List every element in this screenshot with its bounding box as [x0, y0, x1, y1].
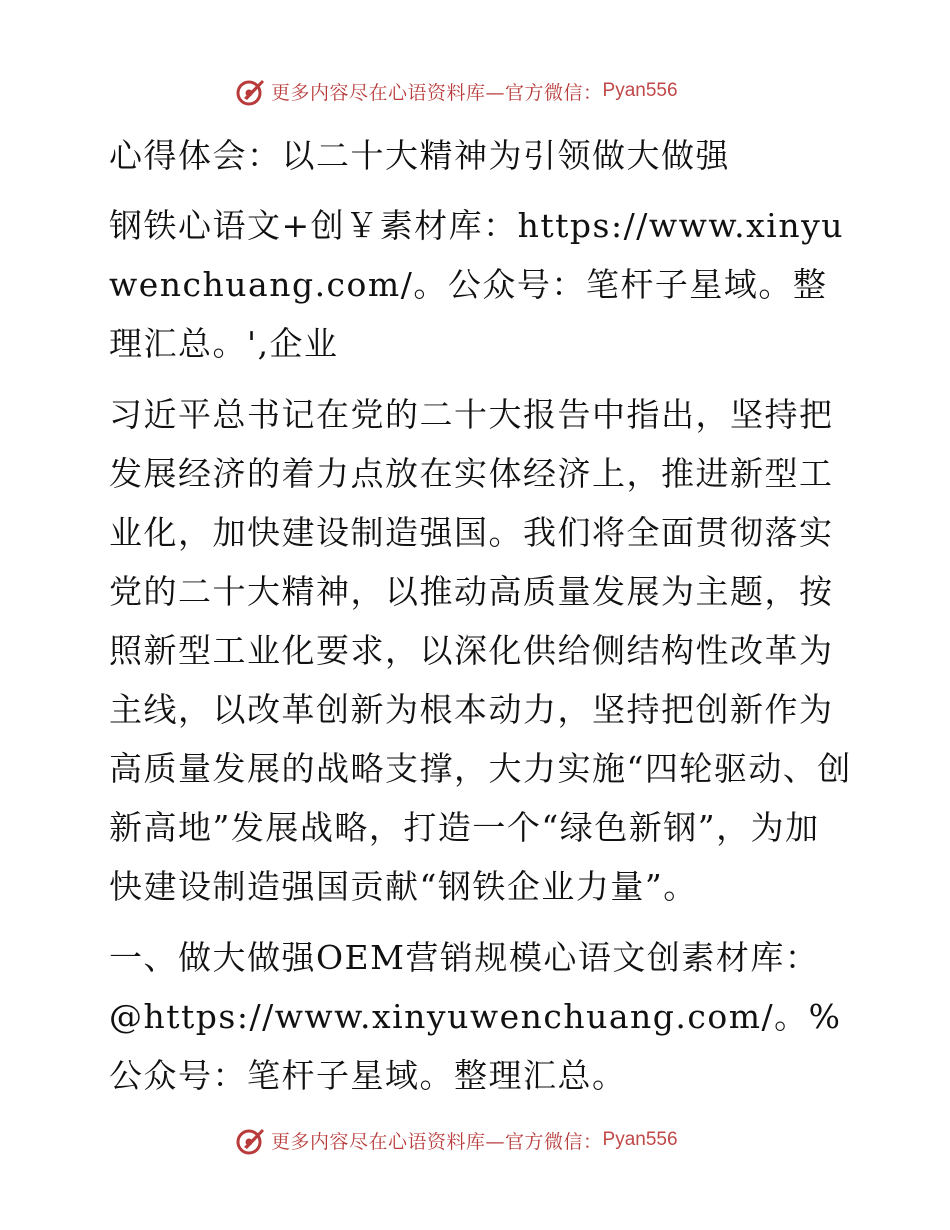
document-body	[97, 120, 853, 1105]
section-heading: 一、做大做强OEM营销规模心语文创素材库：@https://www.xinyuwenchuang.com/。%公众号：笔杆子星域。整理汇总。	[109, 938, 842, 1095]
body-paragraph: 习近平总书记在党的二十大报告中指出，坚持把发展经济的着力点放在实体经济上，推进新型工业化，加快建设制造强国。我们将全面贯彻落实党的二十大精神，以推动高质量发展为主题，按照新型工业化要求，以深化供给侧结构性改革为主线，以改革创新为根本动力，坚持把创新作为高质量发展的战略支撑，大力实施“四轮驱动、创新高地”发展战略，打造一个“绿色新钢”，为加快建设制造强国贡献“钢铁企业力量”。	[109, 395, 852, 906]
header-watermark-banner	[235, 73, 678, 109]
watermark-text: 更多内容尽在心语资料库—官方微信：	[271, 1130, 603, 1153]
watermark-wechat-id: Pyan556	[602, 1129, 678, 1150]
library-note: 钢铁心语文+创￥素材库：https://www.xinyuwenchuang.com/。公众号：笔杆子星域。整理汇总。',企业	[109, 206, 844, 363]
watermark-text: 更多内容尽在心语资料库—官方微信：	[271, 81, 603, 104]
quill-pen-logo-icon	[235, 75, 267, 107]
watermark-wechat-id: Pyan556	[602, 80, 678, 101]
document-title: 心得体会：以二十大精神为引领做大做强	[109, 136, 730, 175]
quill-pen-logo-icon	[235, 1124, 267, 1156]
footer-watermark-banner	[235, 1122, 678, 1158]
